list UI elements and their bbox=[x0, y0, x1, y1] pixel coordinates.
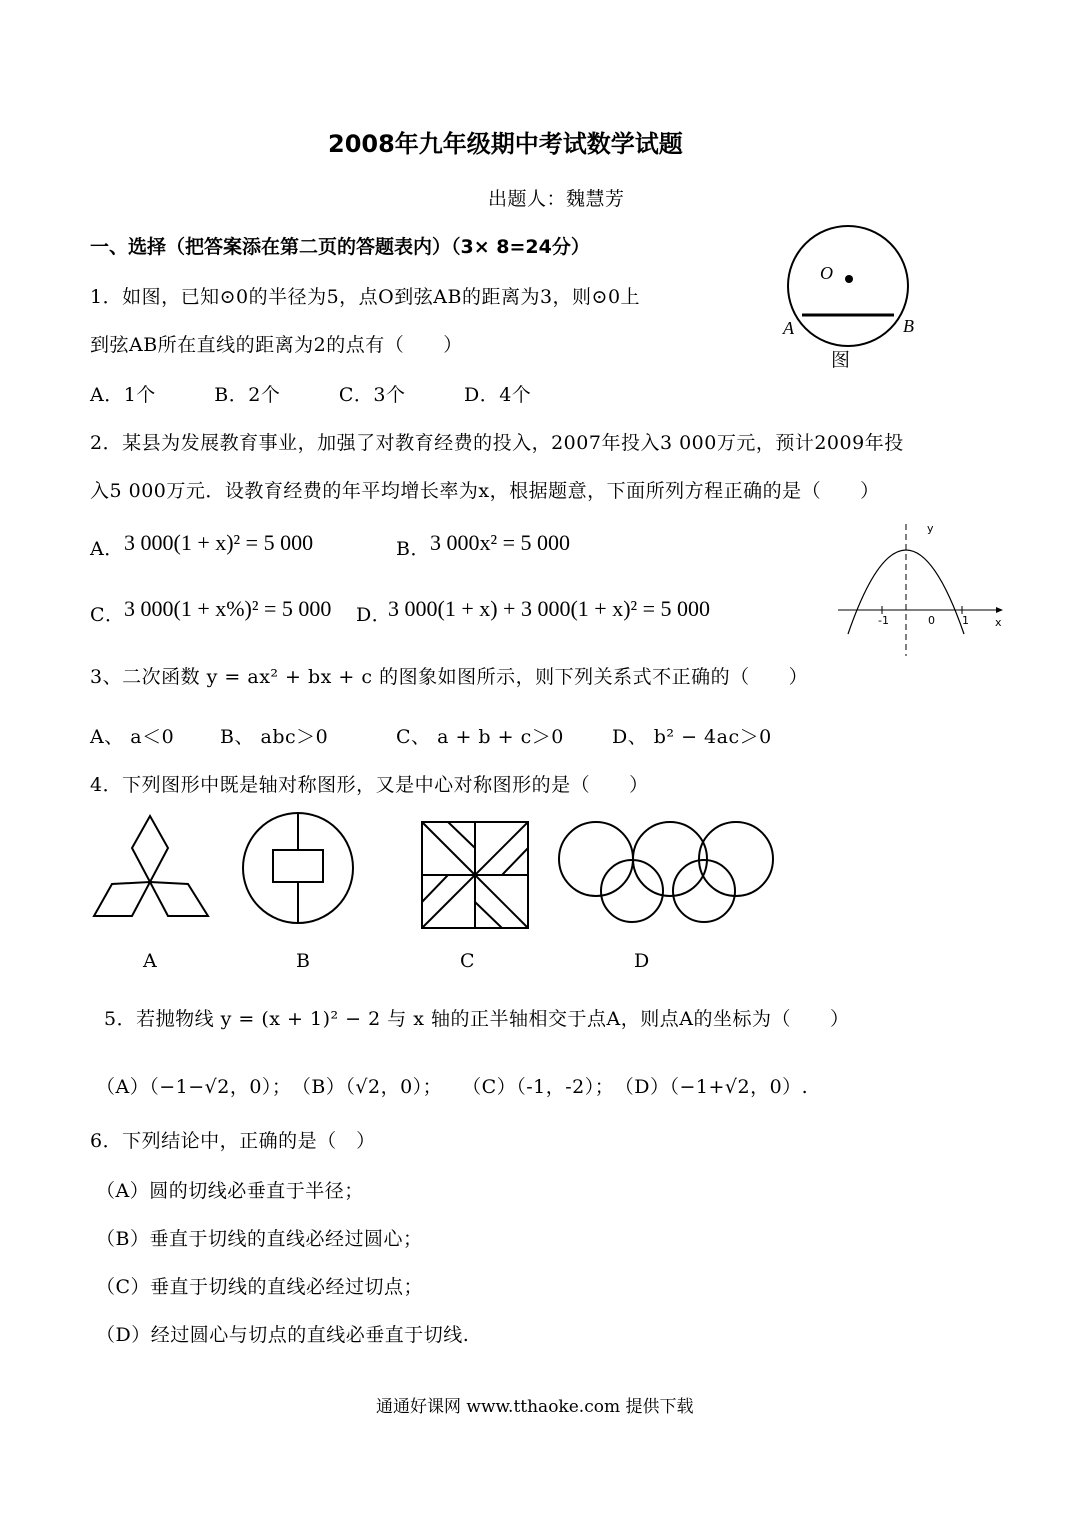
q6-option-d: （D）经过圆心与切点的直线必垂直于切线. bbox=[96, 1324, 470, 1346]
q6-option-b: （B）垂直于切线的直线必经过圆心； bbox=[96, 1228, 423, 1250]
q3-graph-x-label: x bbox=[995, 616, 1002, 629]
q2-option-a-label: A． bbox=[90, 538, 124, 560]
q3-option-b: B、 abc＞0 bbox=[220, 726, 329, 748]
q1-label-o: O bbox=[820, 263, 833, 283]
q3-graph-y-label: y bbox=[927, 522, 934, 535]
q3-graph-neg1: -1 bbox=[878, 614, 889, 627]
q1-caption: 图 bbox=[831, 349, 851, 371]
page-footer: 通通好课网 www.tthaoke.com 提供下载 bbox=[376, 1397, 694, 1417]
q2-option-d-label: D． bbox=[356, 604, 392, 626]
q3-option-c: C、 a + b + c＞0 bbox=[396, 726, 564, 748]
q4-label-d: D bbox=[634, 950, 650, 972]
q2-option-b: 3 000x² = 5 000 bbox=[430, 530, 571, 555]
q3-option-a: A、 a＜0 bbox=[90, 726, 175, 748]
q2-line1: 2．某县为发展教育事业，加强了对教育经费的投入，2007年投入3 000万元，预计2009年投 bbox=[90, 432, 904, 454]
q4-label-a: A bbox=[143, 950, 158, 972]
q4-label-b: B bbox=[296, 950, 311, 972]
q4-figure-a bbox=[88, 812, 218, 924]
q2-option-c: 3 000(1 + x%)² = 5 000 bbox=[124, 596, 332, 621]
q2-option-b-label: B． bbox=[396, 538, 430, 560]
q1-line1: 1．如图，已知⊙0的半径为5，点O到弦AB的距离为3，则⊙0上 bbox=[90, 286, 641, 308]
q1-circle-figure bbox=[780, 218, 920, 378]
q4-figure-b bbox=[240, 810, 358, 928]
section-heading: 一、选择（把答案添在第二页的答题表内）（3× 8=24分） bbox=[90, 236, 590, 258]
author-line: 出题人：魏慧芳 bbox=[488, 188, 625, 210]
q6-option-c: （C）垂直于切线的直线必经过切点； bbox=[96, 1276, 424, 1298]
q1-label-a: A bbox=[783, 318, 794, 338]
q6-line1: 6．下列结论中，正确的是（ ） bbox=[90, 1130, 376, 1152]
q1-options: A．1个 B．2个 C．3个 D．4个 bbox=[90, 384, 532, 406]
q2-option-a: 3 000(1 + x)² = 5 000 bbox=[124, 530, 314, 555]
q3-graph-one: 1 bbox=[962, 614, 969, 627]
q5-options: （A）（−1−√2，0）； （B）（√2，0）； （C）（-1，-2）； （D）（−1+√2，0）. bbox=[96, 1076, 809, 1098]
q1-line2: 到弦AB所在直线的距离为2的点有（ ） bbox=[90, 334, 463, 356]
q2-option-d: 3 000(1 + x) + 3 000(1 + x)² = 5 000 bbox=[388, 596, 711, 621]
q3-parabola-graph bbox=[836, 516, 1011, 661]
page-title: 2008年九年级期中考试数学试题 bbox=[328, 130, 683, 158]
q4-figure-d bbox=[558, 818, 780, 928]
q3-graph-zero: 0 bbox=[928, 614, 935, 627]
q4-label-c: C bbox=[460, 950, 476, 972]
q1-label-b: B bbox=[903, 316, 914, 336]
q4-line1: 4．下列图形中既是轴对称图形，又是中心对称图形的是（ ） bbox=[90, 774, 649, 796]
q3-line1: 3、二次函数 y = ax² + bx + c 的图象如图所示，则下列关系式不正确的（ ） bbox=[90, 666, 809, 688]
q3-option-d: D、 b² − 4ac＞0 bbox=[612, 726, 772, 748]
q5-line1: 5．若抛物线 y = (x + 1)² − 2 与 x 轴的正半轴相交于点A，则点A的坐标为（ ） bbox=[104, 1008, 850, 1030]
q2-option-c-label: C． bbox=[90, 604, 125, 626]
q2-line2: 入5 000万元．设教育经费的年平均增长率为x，根据题意，下面所列方程正确的是（ ） bbox=[90, 480, 880, 502]
q4-figure-c bbox=[418, 818, 532, 932]
q6-option-a: （A）圆的切线必垂直于半径； bbox=[96, 1180, 364, 1202]
